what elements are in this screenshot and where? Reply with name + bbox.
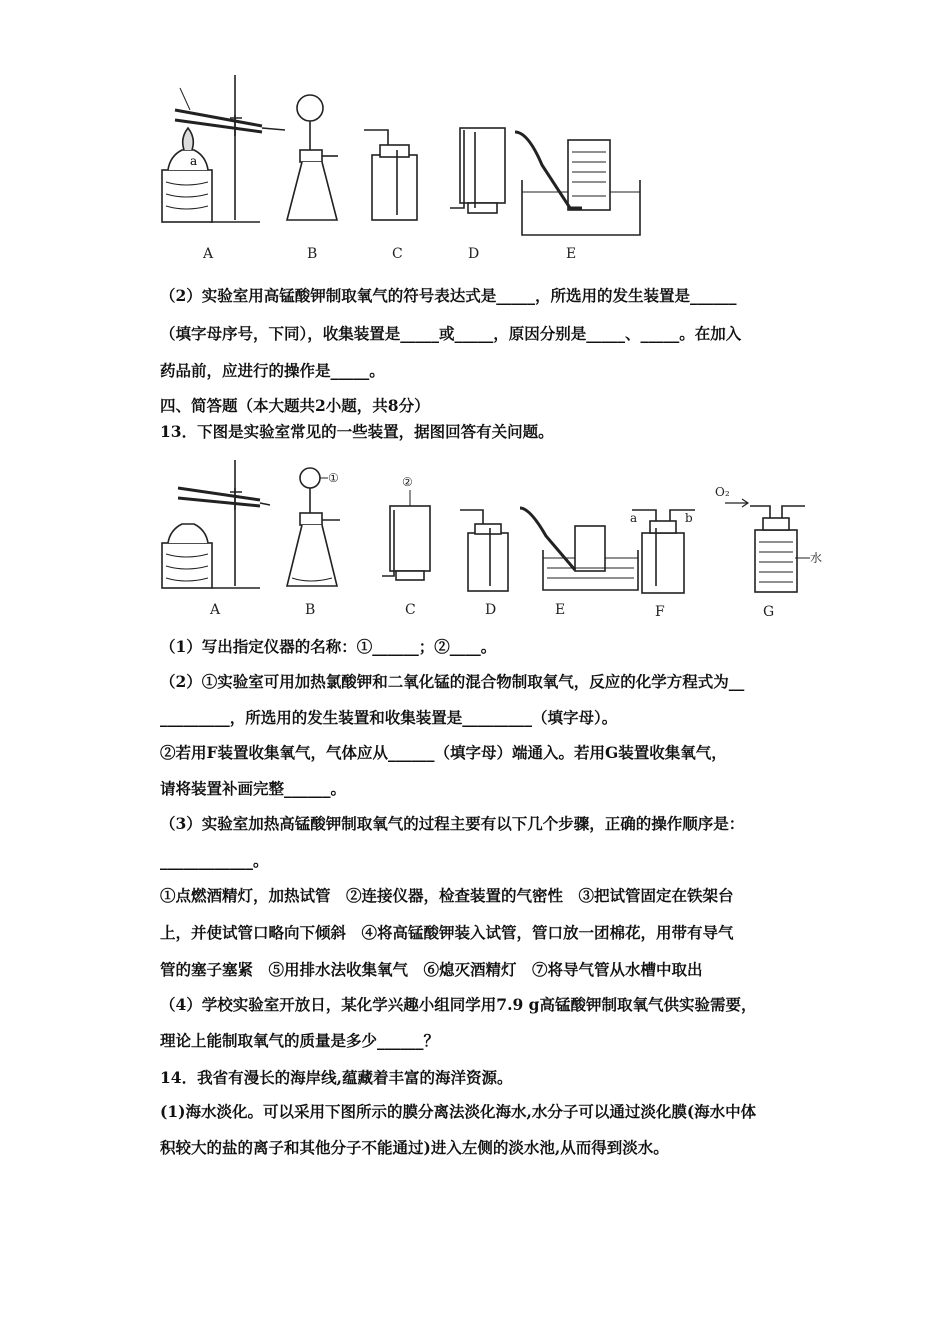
q12-part2-line1: （2）实验室用高锰酸钾制取氧气的符号表达式是_____，所选用的发生装置是______ bbox=[160, 286, 737, 305]
section-heading: 四、简答题（本大题共2小题，共8分） bbox=[160, 396, 430, 415]
label-A: A bbox=[203, 246, 214, 262]
fig2-marker-1: ① bbox=[328, 471, 339, 485]
q13-part4-line2: 理论上能制取氧气的质量是多少______？ bbox=[160, 1031, 440, 1050]
apparatus-figure-1 bbox=[150, 70, 670, 270]
fig2-label-E: E bbox=[555, 602, 566, 618]
fig2-apparatus-c bbox=[382, 490, 430, 580]
q13-steps-line1: ①点燃酒精灯，加热试管 ②连接仪器，检查装置的气密性 ③把试管固定在铁架台 bbox=[160, 886, 734, 905]
label-B: B bbox=[307, 246, 318, 262]
q12-part2-line2: （填字母序号，下同），收集装置是_____或_____，原因分别是_____、_____。在加入 bbox=[160, 324, 742, 343]
fig2-water-label: 水 bbox=[810, 551, 823, 565]
apparatus-a-tag: a bbox=[190, 154, 198, 168]
fig2-label-D: D bbox=[485, 602, 497, 618]
apparatus-b-flask bbox=[287, 95, 338, 220]
fig2-marker-2: ② bbox=[402, 475, 413, 489]
fig2-o2-label: O₂ bbox=[715, 485, 730, 499]
fig2-label-A: A bbox=[210, 602, 221, 618]
q13-stem: 13．下图是实验室常见的一些装置，据图回答有关问题。 bbox=[160, 422, 554, 441]
fig2-tag-a: a bbox=[630, 511, 638, 525]
q13-part3-line2: ____________。 bbox=[160, 851, 269, 870]
apparatus-a-heating bbox=[162, 75, 285, 222]
label-E: E bbox=[566, 246, 577, 262]
q12-part2-line3: 药品前，应进行的操作是_____。 bbox=[160, 361, 385, 380]
q13-part4-line1: （4）学校实验室开放日，某化学兴趣小组同学用7.9 g高锰酸钾制取氧气供实验需要， bbox=[160, 995, 757, 1014]
q13-part2-line2: _________，所选用的发生装置和收集装置是_________（填字母）。 bbox=[160, 708, 618, 727]
label-D: D bbox=[468, 246, 480, 262]
label-C: C bbox=[392, 246, 403, 262]
q13-part2-line3: ②若用F装置收集氧气，气体应从______（填字母）端通入。若用G装置收集氧气， bbox=[160, 743, 727, 762]
fig2-apparatus-d bbox=[460, 510, 508, 591]
apparatus-figure-2 bbox=[150, 458, 830, 628]
fig2-label-F: F bbox=[655, 604, 665, 620]
fig2-label-C: C bbox=[405, 602, 416, 618]
apparatus-d-bottle bbox=[450, 128, 505, 213]
apparatus-c-bottle bbox=[364, 130, 417, 220]
q13-part3-line1: （3）实验室加热高锰酸钾制取氧气的过程主要有以下几个步骤，正确的操作顺序是： bbox=[160, 814, 745, 833]
q13-part2-line4: 请将装置补画完整______。 bbox=[160, 779, 347, 798]
fig2-apparatus-e bbox=[520, 508, 638, 590]
q14-stem: 14．我省有漫长的海岸线,蕴藏着丰富的海洋资源。 bbox=[160, 1068, 513, 1087]
q13-steps-line2: 上，并使试管口略向下倾斜 ④将高锰酸钾装入试管，管口放一团棉花，用带有导气 bbox=[160, 923, 734, 942]
q13-steps-line3: 管的塞子塞紧 ⑤用排水法收集氧气 ⑥熄灭酒精灯 ⑦将导气管从水槽中取出 bbox=[160, 960, 703, 979]
fig2-label-B: B bbox=[305, 602, 316, 618]
fig2-apparatus-b bbox=[287, 468, 340, 586]
q13-part1: （1）写出指定仪器的名称：①______；②____。 bbox=[160, 637, 497, 656]
fig2-label-G: G bbox=[763, 604, 775, 620]
q13-part2-line1: （2）①实验室可用加热氯酸钾和二氧化锰的混合物制取氧气，反应的化学方程式为__ bbox=[160, 672, 745, 691]
fig2-apparatus-a bbox=[162, 460, 270, 588]
fig2-tag-b: b bbox=[685, 511, 693, 525]
fig2-apparatus-g bbox=[725, 499, 810, 592]
q14-part1-line2: 积较大的盐的离子和其他分子不能通过)进入左侧的淡水池,从而得到淡水。 bbox=[160, 1138, 669, 1157]
q14-part1-line1: (1)海水淡化。可以采用下图所示的膜分离法淡化海水,水分子可以通过淡化膜(海水中体 bbox=[160, 1102, 757, 1121]
apparatus-e-trough bbox=[515, 132, 640, 235]
